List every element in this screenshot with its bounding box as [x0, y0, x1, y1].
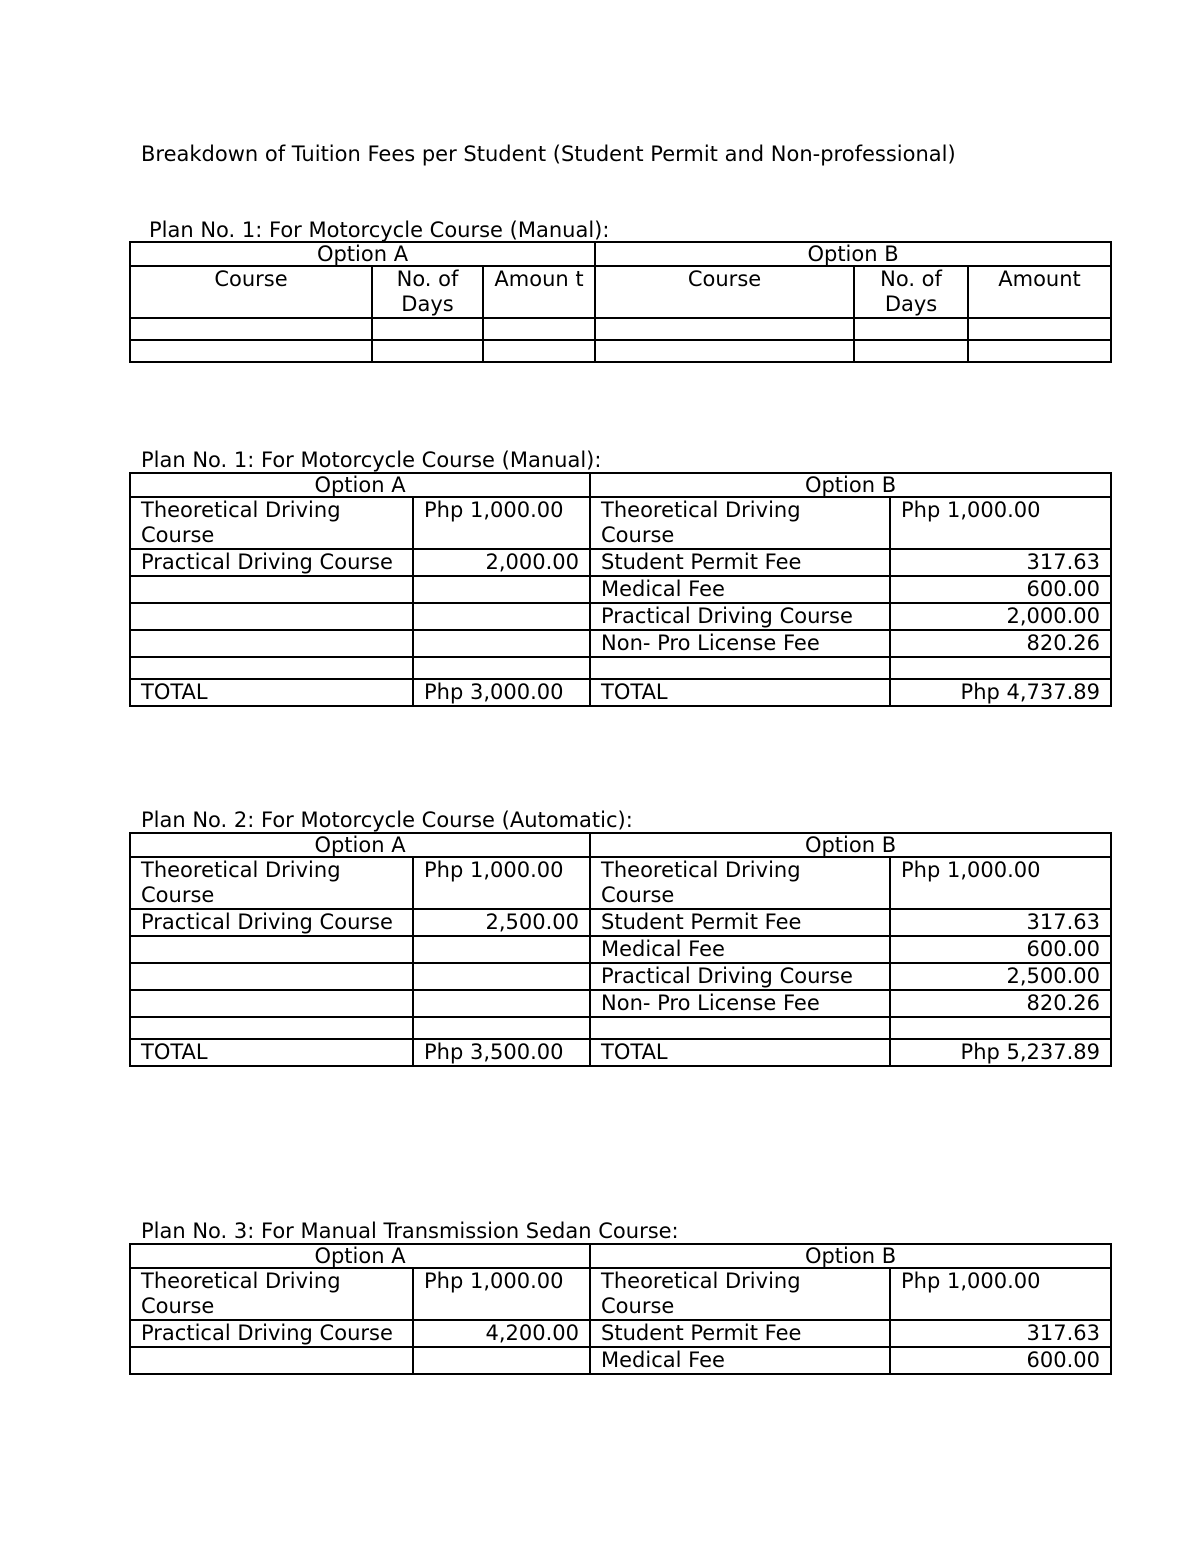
fee-label: Medical Fee [590, 576, 890, 603]
column-header: Amoun t [483, 266, 595, 318]
total-amount: Php 5,237.89 [890, 1039, 1111, 1066]
fee-amount: 2,000.00 [890, 603, 1111, 630]
option-a-header: Option A [130, 242, 595, 266]
page-heading: Breakdown of Tuition Fees per Student (Student Permit and Non-professional) [141, 142, 956, 166]
plan-title: Plan No. 1: For Motorcycle Course (Manual): [141, 448, 602, 472]
fee-amount: 317.63 [890, 909, 1111, 936]
column-header: No. of Days [372, 266, 483, 318]
fee-label: Theoretical Driving Course [130, 497, 413, 549]
plan-1-table [129, 472, 1112, 707]
plan-2-table [129, 832, 1112, 1067]
table-row [130, 657, 1111, 679]
column-header: Course [130, 266, 372, 318]
fee-amount: 317.63 [890, 1320, 1111, 1347]
table-row [130, 340, 1111, 362]
fee-label: Theoretical Driving Course [590, 857, 890, 909]
column-header: No. of Days [854, 266, 968, 318]
fee-label: Student Permit Fee [590, 909, 890, 936]
fee-amount: Php 1,000.00 [890, 1268, 1111, 1320]
option-b-header: Option B [590, 1244, 1111, 1268]
fee-amount: 600.00 [890, 576, 1111, 603]
table-row [130, 1017, 1111, 1039]
fee-label: Practical Driving Course [590, 603, 890, 630]
table-row [130, 497, 1111, 549]
plan-title: Plan No. 2: For Motorcycle Course (Automatic): [141, 808, 633, 832]
table-row [130, 576, 1111, 603]
fee-amount: Php 1,000.00 [890, 497, 1111, 549]
fee-template-table [129, 241, 1112, 363]
table-row [130, 1347, 1111, 1374]
fee-label: Practical Driving Course [590, 963, 890, 990]
fee-amount: 600.00 [890, 936, 1111, 963]
fee-label: Practical Driving Course [130, 1320, 413, 1347]
fee-amount: Php 1,000.00 [413, 857, 590, 909]
table-row [130, 1320, 1111, 1347]
total-row [130, 1039, 1111, 1066]
fee-label: Medical Fee [590, 936, 890, 963]
table-row [130, 857, 1111, 909]
total-label: TOTAL [590, 1039, 890, 1066]
option-b-header: Option B [590, 833, 1111, 857]
fee-amount: Php 1,000.00 [890, 857, 1111, 909]
table-row [130, 603, 1111, 630]
column-header: Amount [968, 266, 1111, 318]
fee-amount: Php 1,000.00 [413, 1268, 590, 1320]
option-b-header: Option B [595, 242, 1111, 266]
total-amount: Php 4,737.89 [890, 679, 1111, 706]
plan-title: Plan No. 3: For Manual Transmission Sedan Course: [141, 1219, 679, 1243]
fee-label: Practical Driving Course [130, 549, 413, 576]
total-amount: Php 3,000.00 [413, 679, 590, 706]
fee-label: Medical Fee [590, 1347, 890, 1374]
fee-amount: 317.63 [890, 549, 1111, 576]
table-row [130, 963, 1111, 990]
plan-title: Plan No. 1: For Motorcycle Course (Manual): [149, 218, 610, 242]
fee-amount: 4,200.00 [413, 1320, 590, 1347]
fee-amount: 820.26 [890, 630, 1111, 657]
fee-label: Theoretical Driving Course [130, 1268, 413, 1320]
fee-label: Theoretical Driving Course [130, 857, 413, 909]
table-row [130, 549, 1111, 576]
fee-amount: 820.26 [890, 990, 1111, 1017]
fee-amount: 2,000.00 [413, 549, 590, 576]
option-b-header: Option B [590, 473, 1111, 497]
fee-label: Student Permit Fee [590, 1320, 890, 1347]
fee-amount: Php 1,000.00 [413, 497, 590, 549]
total-label: TOTAL [130, 679, 413, 706]
total-label: TOTAL [590, 679, 890, 706]
table-row [130, 936, 1111, 963]
fee-amount: 2,500.00 [413, 909, 590, 936]
option-a-header: Option A [130, 1244, 590, 1268]
table-row [130, 909, 1111, 936]
total-row [130, 679, 1111, 706]
fee-amount: 600.00 [890, 1347, 1111, 1374]
plan-3-table [129, 1243, 1112, 1375]
fee-label: Theoretical Driving Course [590, 1268, 890, 1320]
option-a-header: Option A [130, 833, 590, 857]
fee-label: Practical Driving Course [130, 909, 413, 936]
total-amount: Php 3,500.00 [413, 1039, 590, 1066]
fee-label: Student Permit Fee [590, 549, 890, 576]
total-label: TOTAL [130, 1039, 413, 1066]
fee-label: Theoretical Driving Course [590, 497, 890, 549]
column-header: Course [595, 266, 854, 318]
table-row [130, 1268, 1111, 1320]
table-row [130, 990, 1111, 1017]
table-row [130, 318, 1111, 340]
option-a-header: Option A [130, 473, 590, 497]
table-row [130, 630, 1111, 657]
fee-amount: 2,500.00 [890, 963, 1111, 990]
fee-label: Non- Pro License Fee [590, 630, 890, 657]
fee-label: Non- Pro License Fee [590, 990, 890, 1017]
